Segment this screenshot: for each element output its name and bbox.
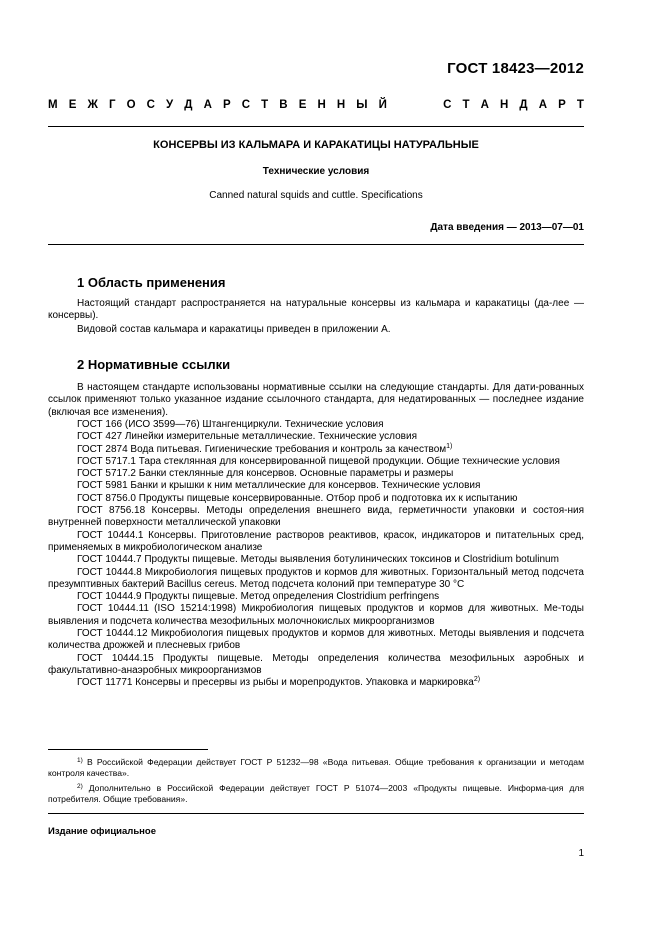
banner-letter: С (443, 99, 452, 111)
document-subtitle: Технические условия (262, 166, 370, 177)
document-title: КОНСЕРВЫ ИЗ КАЛЬМАРА И КАРАКАТИЦЫ НАТУРАЛЬНЫЕ (153, 139, 479, 151)
footnote-separator (48, 749, 208, 750)
reference-item: ГОСТ 10444.8 Микробиология пищевых продуктов и кормов для животных. Горизонтальный метод подсчета презумптивных бактерий Bacillus cereus. Метод подсчета колоний при температуре 30 °С (48, 566, 584, 590)
footnote-marker: 1) (446, 442, 453, 450)
reference-item: ГОСТ 5981 Банки и крышки к ним металлические для консервов. Технические условия (77, 480, 481, 492)
standard-type-banner (48, 99, 584, 111)
reference-item: ГОСТ 5717.2 Банки стеклянные для консервов. Основные параметры и размеры (77, 468, 454, 480)
banner-letter: С (146, 99, 155, 111)
reference-item: ГОСТ 11771 Консервы и пресервы из рыбы и морепродуктов. Упаковка и маркировка$^{2)}$ (77, 676, 481, 689)
paragraph-text: Настоящий стандарт распространяется на натуральные консервы из кальмара и каракатицы (да-лее — консервы). (48, 298, 584, 322)
banner-letter: Н (500, 99, 509, 111)
reference-item: ГОСТ 2874 Вода питьевая. Гигиенические требования и контроль за качеством$^{1)}$ (77, 442, 453, 455)
normative-references-list (48, 419, 584, 690)
banner-letter: Р (558, 99, 566, 111)
reference-item: ГОСТ 10444.9 Продукты пищевые. Метод определения Clostridium perfringens (77, 591, 440, 603)
document-number: ГОСТ 18423—2012 (447, 60, 584, 77)
page-number: 1 (578, 848, 584, 859)
reference-item: ГОСТ 10444.7 Продукты пищевые. Методы выявления ботулинических токсинов и Clostridium botulinum (77, 554, 559, 566)
reference-item: ГОСТ 10444.15 Продукты пищевые. Методы определения количества мезофильных аэробных и факультативно-анаэробных микроорганизмов (48, 652, 584, 676)
footnote-marker: 2) (473, 676, 481, 684)
banner-gap (398, 99, 432, 111)
banner-letter: Ы (356, 99, 368, 111)
paragraph (48, 324, 584, 336)
title-bottom-rule (48, 244, 584, 245)
header-rule (48, 126, 584, 127)
reference-item: ГОСТ 10444.11 (ISO 15214:1998) Микробиология пищевых продуктов и кормов для животных. Ме-тоды выявления и подсчета количества мезофильных молочнокислых микроорганизмов (48, 603, 584, 627)
footnote (48, 757, 584, 779)
banner-letter: У (166, 99, 174, 111)
banner-letter: М (48, 99, 58, 111)
official-edition-label: Издание официальное (48, 826, 156, 837)
banner-letter: Е (298, 99, 307, 111)
footnote-mark: 1) (77, 757, 83, 764)
banner-letter: Е (68, 99, 77, 111)
footnote-text: В Российской Федерации действует ГОСТ Р 51232—98 «Вода питьевая. Общие требования к организации и методам контроля качества». (48, 757, 584, 778)
banner-letter: Т (261, 99, 269, 111)
banner-letter: Ж (87, 99, 98, 111)
paragraph (48, 382, 584, 419)
reference-item: ГОСТ 166 (ИСО 3599—76) Штангенциркули. Технические условия (77, 419, 384, 430)
banner-letter: А (203, 99, 212, 111)
footnote-mark: 2) (77, 783, 83, 790)
footnote (48, 783, 584, 805)
reference-item: ГОСТ 8756.0 Продукты пищевые консервированные. Отбор проб и подготовка их к испытанию (77, 492, 518, 504)
section-heading: 1 Область применения (77, 275, 226, 290)
banner-letter: С (241, 99, 251, 111)
banner-letter: Р (222, 99, 231, 111)
banner-letter: В (279, 99, 288, 111)
banner-letter: Г (108, 99, 116, 111)
english-title: Canned natural squids and cuttle. Specifications (209, 190, 423, 201)
reference-item: ГОСТ 10444.12 Микробиология пищевых продуктов и кормов для животных. Методы выявления и подсчета количества дрожжей и плесневых грибов (48, 628, 584, 652)
paragraph-text: В настоящем стандарте использованы нормативные ссылки на следующие стандарты. Для дати-рованных ссылок применяют только указанное издание ссылочного стандарта, для недатированных — последнее издание (включая все изменения). (48, 382, 584, 418)
introduction-date: Дата введения — 2013—07—01 (430, 222, 584, 233)
reference-item: ГОСТ 10444.1 Консервы. Приготовление растворов реактивов, красок, индикаторов и питательных сред, применяемых в микробиологическом анализе (48, 529, 584, 553)
reference-item: ГОСТ 427 Линейки измерительные металлические. Технические условия (77, 431, 417, 443)
banner-letter: Н (317, 99, 326, 111)
banner-letter: А (480, 99, 489, 111)
banner-letter: Н (336, 99, 346, 111)
paragraph-text: Видовой состав кальмара и каракатицы приведен в приложении А. (77, 324, 391, 335)
footnote-text: Дополнительно в Российской Федерации действует ГОСТ Р 51074—2003 «Продукты пищевые. Информа-ция для потребителя. Общие требования». (48, 783, 585, 804)
footer-rule (48, 813, 584, 814)
banner-letter: Д (184, 99, 193, 111)
banner-letter: Й (378, 99, 387, 111)
reference-item: ГОСТ 8756.18 Консервы. Методы определения внешнего вида, герметичности упаковки и состоя-ния внутренней поверхности металлической упаковки (48, 505, 584, 529)
banner-letter: А (538, 99, 548, 111)
section-heading: 2 Нормативные ссылки (77, 357, 231, 372)
paragraph (48, 298, 584, 323)
banner-letter: Т (462, 99, 470, 111)
banner-letter: Д (519, 99, 528, 111)
banner-letter: Т (576, 99, 584, 111)
reference-item: ГОСТ 5717.1 Тара стеклянная для консервированной пищевой продукции. Общие технические условия (77, 455, 560, 467)
banner-letter: О (126, 99, 136, 111)
